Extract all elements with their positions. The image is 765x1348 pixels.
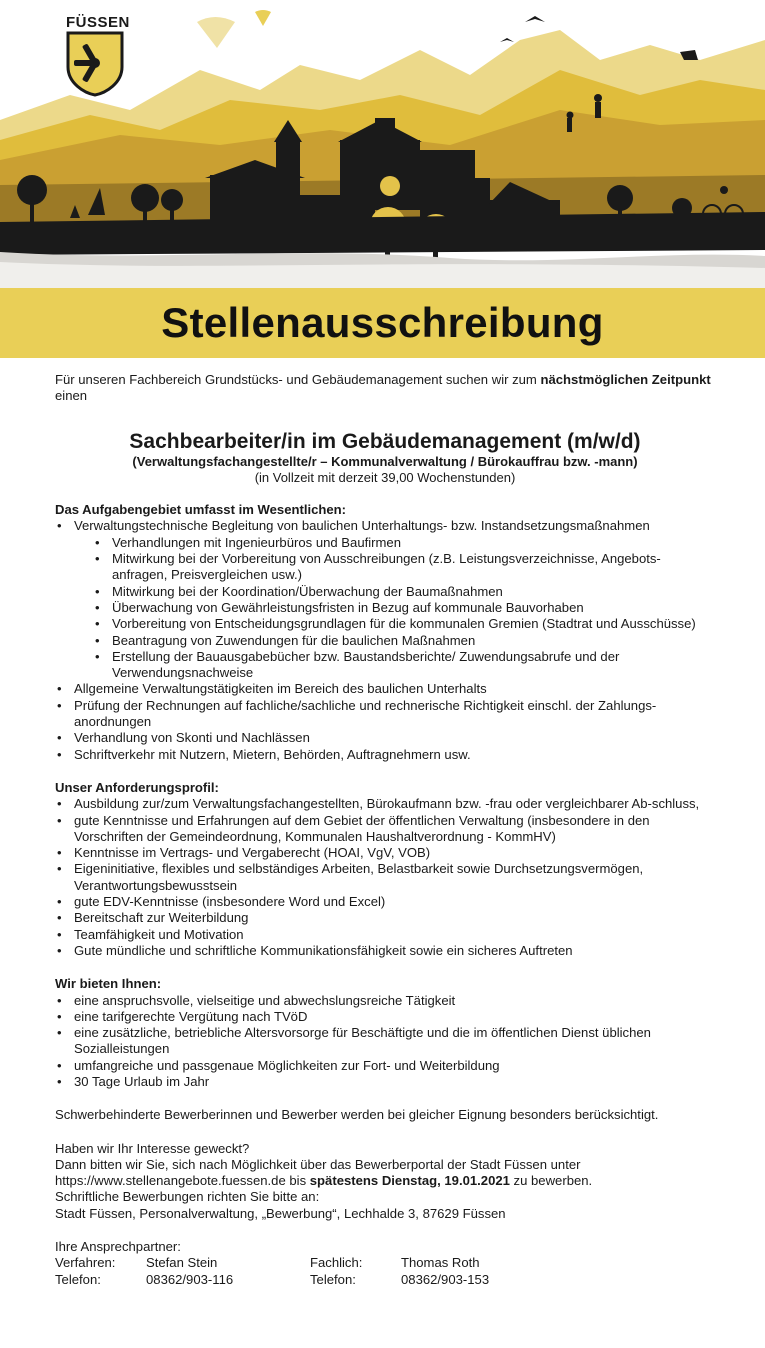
list-item: • eine zusätzliche, betriebliche Altersvorsorge für Beschäftigte und die im öffentlichen Dienst üblichen Sozialleistungen	[55, 1025, 715, 1058]
intro-department: Grundstücks- und Gebäudemanagement	[204, 372, 443, 387]
application-deadline: spätestens Dienstag, 19.01.2021	[309, 1173, 510, 1189]
apply-question: Haben wir Ihr Interesse geweckt?	[55, 1140, 250, 1156]
apply-line1: Dann bitten wir Sie, sich nach Möglichkeit über das Bewerberportal der Stadt Füssen unter	[55, 1156, 581, 1172]
apply-line2: https://www.stellenangebote.fuessen.de bis spätestens Dienstag, 19.01.2021 zu bewerben.	[55, 1173, 593, 1189]
list-item: • Ausbildung zur/zum Verwaltungsfachangestellten, Bürokaufmann bzw. -frau oder vergleichbarer Ab-schluss,	[55, 796, 715, 812]
contacts-heading: Ihre Ansprechpartner:	[55, 1239, 181, 1255]
title-banner	[0, 288, 765, 358]
list-item: • Erstellung der Bauausgabebücher bzw. Baustandsberichte/ Zuwendungsabrufe und der Verwendungsnachweise	[74, 649, 715, 682]
contacts-table	[55, 1255, 715, 1288]
list-item: • Prüfung der Rechnungen auf fachliche/sachliche und rechnerische Richtigkeit einschl. der Zahlungs-anordnungen	[55, 698, 715, 731]
list-item: • Verhandlungen mit Ingenieurbüros und Baufirmen	[74, 535, 715, 551]
tasks-list	[55, 518, 715, 762]
job-heading	[55, 429, 715, 487]
list-item: • Schriftverkehr mit Nutzern, Mietern, Behörden, Auftragnehmern usw.	[55, 747, 715, 763]
list-item: • Allgemeine Verwaltungstätigkeiten im Bereich des baulichen Unterhalts	[55, 681, 715, 697]
application-portal-link[interactable]: https://www.stellenangebote.fuessen.de	[55, 1173, 286, 1189]
list-item: • Mitwirkung bei der Koordination/Überwachung der Baumaßnahmen	[74, 584, 715, 600]
list-item: • 30 Tage Urlaub im Jahr	[55, 1074, 715, 1090]
list-item: • Mitwirkung bei der Vorbereitung von Ausschreibungen (z.B. Leistungsverzeichnisse, Angebots-anfragen, Preisvergleichen usw.)	[74, 551, 715, 584]
job-hours-note: (in Vollzeit mit derzeit 39,00 Wochenstunden)	[254, 469, 516, 485]
city-logo	[66, 14, 128, 97]
list-item: • Beantragung von Zuwendungen für die baulichen Maßnahmen	[74, 633, 715, 649]
coat-of-arms-icon	[66, 31, 124, 97]
intro-start-date: nächstmöglichen Zeitpunkt	[540, 372, 711, 387]
offer-heading: Wir bieten Ihnen:	[55, 976, 162, 992]
task-main: • Verwaltungstechnische Begleitung von baulichen Unterhaltungs- bzw. Instandsetzungsmaßnahmen • Verhandlungen mit Ingenieurbüros und Baufirmen • Mitwirkung bei der Vorbereitung von Ausschreibungen (z.B. Leistungsverzeichnisse, Angebots-anfragen, Preisvergleichen usw.) • Mitwirkung bei der Koordination/Überwachung der Baumaßnahmen • Überwachung von Gewährleistungsfristen in Bezug auf kommunale Bauvorhaben • Vorbereitung von Entscheidungsgrundlagen für die kommunalen Gremien (Stadtrat und Ausschüsse) • Beantragung von Zuwendungen für die baulichen Maßnahmen • Erstellung der Bauausgabebücher bzw. Baustandsberichte/ Zuwendungsabrufe und der Verwendungsnachweise	[55, 518, 715, 681]
list-item: • Gute mündliche und schriftliche Kommunikationsfähigkeit sowie ein sicheres Auftreten	[55, 943, 715, 959]
list-item: • Verhandlung von Skonti und Nachlässen	[55, 730, 715, 746]
list-item: • Eigeninitiative, flexibles und selbständiges Arbeiten, Belastbarkeit sowie Durchsetzungsvermögen, Verantwortungsbewusstsein	[55, 861, 715, 894]
list-item: • Kenntnisse im Vertrags- und Vergaberecht (HOAI, VgV, VOB)	[55, 845, 715, 861]
intro-text	[55, 372, 715, 405]
list-item: • Überwachung von Gewährleistungsfristen in Bezug auf kommunale Bauvorhaben	[74, 600, 715, 616]
intro-pre: Für unseren Fachbereich	[55, 372, 205, 387]
list-item: • Vorbereitung von Entscheidungsgrundlagen für die kommunalen Gremien (Stadtrat und Ausschüsse)	[74, 616, 715, 632]
offer-list	[55, 993, 715, 1091]
list-item: • umfangreiche und passgenaue Möglichkeiten zur Fort- und Weiterbildung	[55, 1058, 715, 1074]
intro-post: einen	[55, 388, 88, 404]
contact-label: Verfahren:	[55, 1255, 116, 1271]
contact-label: Telefon:	[55, 1271, 101, 1287]
job-title: Sachbearbeiter/in im Gebäudemanagement (m/w/d)	[129, 429, 641, 453]
logo-text: FÜSSEN	[66, 14, 130, 31]
job-subtitle: (Verwaltungsfachangestellte/r – Kommunalverwaltung / Bürokauffrau bzw. -mann)	[132, 453, 638, 469]
job-posting-body	[55, 372, 715, 1288]
contact-label: Telefon:	[310, 1271, 356, 1287]
list-item: • Bereitschaft zur Weiterbildung	[55, 910, 715, 926]
postal-intro: Schriftliche Bewerbungen richten Sie bitte an:	[55, 1189, 320, 1205]
list-item: • Teamfähigkeit und Motivation	[55, 927, 715, 943]
contact-phone: 08362/903-153	[401, 1271, 490, 1287]
disability-note: Schwerbehinderte Bewerberinnen und Bewerber werden bei gleicher Eignung besonders berücksichtigt.	[55, 1107, 659, 1123]
page-title: Stellenausschreibung	[161, 299, 604, 346]
contact-phone: 08362/903-116	[146, 1271, 234, 1287]
list-item: • gute EDV-Kenntnisse (insbesondere Word und Excel)	[55, 894, 715, 910]
contact-label: Fachlich:	[310, 1255, 363, 1271]
list-item: • gute Kenntnisse und Erfahrungen auf dem Gebiet der öffentlichen Verwaltung (insbesondere in den Vorschriften der Gemeindeordnung, Kommunalen Haushaltverordnung - KommHV)	[55, 813, 715, 846]
profile-list	[55, 796, 715, 959]
contact-name: Stefan Stein	[146, 1255, 218, 1271]
intro-mid: suchen wir zum	[442, 372, 541, 387]
postal-address: Stadt Füssen, Personalverwaltung, „Bewerbung“, Lechhalde 3, 87629 Füssen	[55, 1205, 506, 1221]
profile-heading: Unser Anforderungsprofil:	[55, 779, 219, 795]
contact-name: Thomas Roth	[401, 1255, 480, 1271]
list-item: • eine tarifgerechte Vergütung nach TVöD	[55, 1009, 715, 1025]
tasks-heading: Das Aufgabengebiet umfasst im Wesentlichen:	[55, 502, 347, 518]
task-sub-list	[74, 535, 715, 682]
list-item: • eine anspruchsvolle, vielseitige und abwechslungsreiche Tätigkeit	[55, 993, 715, 1009]
header-illustration	[0, 0, 765, 288]
